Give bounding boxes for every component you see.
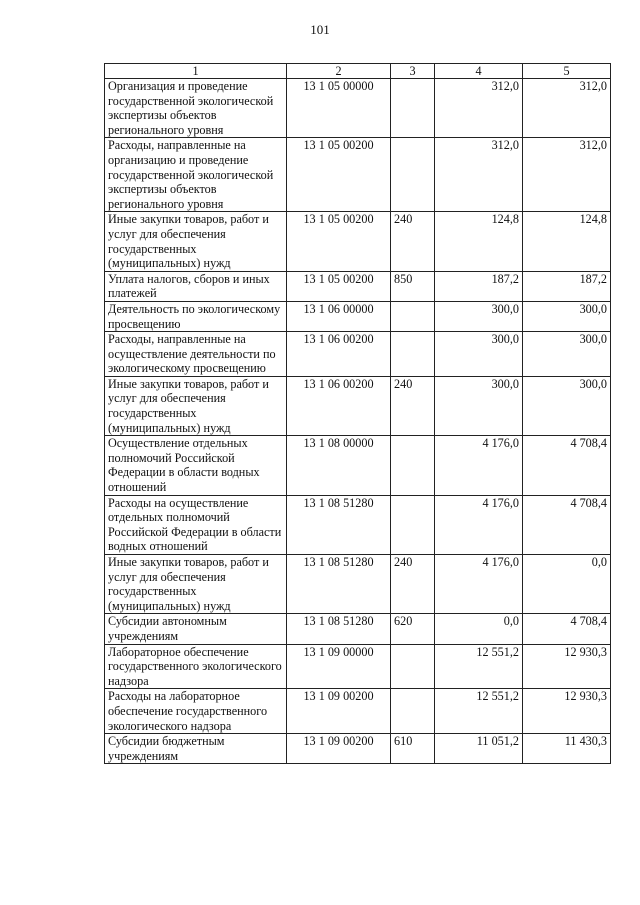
row-name-cell: Иные закупки товаров, работ и услуг для обеспечения государственных (муниципальных) нужд [105,376,287,435]
row-value-year1-cell: 300,0 [435,376,523,435]
row-value-year1-cell: 12 551,2 [435,689,523,734]
row-expense-type-cell [391,301,435,331]
table-row [105,301,611,331]
row-name-cell: Иные закупки товаров, работ и услуг для обеспечения государственных (муниципальных) нужд [105,555,287,614]
row-value-year2-cell: 11 430,3 [523,734,611,764]
row-expense-type-cell: 240 [391,212,435,271]
row-name-cell: Субсидии автономным учреждениям [105,614,287,644]
row-expense-type-cell [391,79,435,138]
table-row [105,436,611,495]
row-value-year2-cell: 4 708,4 [523,614,611,644]
row-expense-type-cell: 620 [391,614,435,644]
page-number: 101 [310,22,330,37]
row-name-cell: Осуществление отдельных полномочий Российской Федерации в области водных отношений [105,436,287,495]
row-value-year2-cell: 300,0 [523,301,611,331]
row-value-year2-cell: 312,0 [523,138,611,212]
table-row [105,614,611,644]
row-value-year2-cell: 312,0 [523,79,611,138]
row-value-year2-cell: 0,0 [523,555,611,614]
row-expense-type-cell [391,138,435,212]
row-value-year2-cell: 12 930,3 [523,644,611,689]
row-name-cell: Расходы на лабораторное обеспечение государственного экологического надзора [105,689,287,734]
column-header-3: 3 [391,64,435,79]
column-header-5: 5 [523,64,611,79]
row-value-year2-cell: 124,8 [523,212,611,271]
table-row [105,555,611,614]
row-code-cell: 13 1 06 00200 [287,332,391,377]
row-value-year1-cell: 4 176,0 [435,555,523,614]
column-header-2: 2 [287,64,391,79]
row-code-cell: 13 1 08 00000 [287,436,391,495]
row-value-year1-cell: 124,8 [435,212,523,271]
row-value-year2-cell: 300,0 [523,376,611,435]
row-name-cell: Деятельность по экологическому просвещению [105,301,287,331]
row-name-cell: Субсидии бюджетным учреждениям [105,734,287,764]
table-row [105,332,611,377]
row-value-year2-cell: 300,0 [523,332,611,377]
row-value-year2-cell: 12 930,3 [523,689,611,734]
row-value-year1-cell: 12 551,2 [435,644,523,689]
row-expense-type-cell [391,644,435,689]
row-expense-type-cell [391,436,435,495]
budget-table [104,63,611,764]
row-name-cell: Расходы, направленные на организацию и проведение государственной экологической экспертизы объектов регионального уровня [105,138,287,212]
column-header-4: 4 [435,64,523,79]
row-code-cell: 13 1 05 00200 [287,212,391,271]
row-code-cell: 13 1 05 00200 [287,138,391,212]
row-expense-type-cell [391,332,435,377]
row-code-cell: 13 1 08 51280 [287,555,391,614]
row-name-cell: Иные закупки товаров, работ и услуг для обеспечения государственных (муниципальных) нужд [105,212,287,271]
table-body [105,79,611,764]
row-code-cell: 13 1 09 00200 [287,734,391,764]
row-value-year2-cell: 4 708,4 [523,495,611,554]
table-header-row [105,64,611,79]
row-name-cell: Расходы, направленные на осуществление деятельности по экологическому просвещению [105,332,287,377]
row-code-cell: 13 1 06 00200 [287,376,391,435]
table-row [105,376,611,435]
row-name-cell: Организация и проведение государственной экологической экспертизы объектов регионального уровня [105,79,287,138]
table-row [105,212,611,271]
row-value-year1-cell: 300,0 [435,332,523,377]
table-row [105,495,611,554]
row-value-year2-cell: 4 708,4 [523,436,611,495]
table-row [105,689,611,734]
row-code-cell: 13 1 05 00000 [287,79,391,138]
row-value-year1-cell: 4 176,0 [435,495,523,554]
table-row [105,271,611,301]
table-row [105,734,611,764]
row-value-year1-cell: 0,0 [435,614,523,644]
row-value-year1-cell: 11 051,2 [435,734,523,764]
row-code-cell: 13 1 08 51280 [287,614,391,644]
row-expense-type-cell: 240 [391,376,435,435]
row-value-year1-cell: 312,0 [435,79,523,138]
row-expense-type-cell [391,495,435,554]
row-code-cell: 13 1 09 00200 [287,689,391,734]
row-code-cell: 13 1 09 00000 [287,644,391,689]
row-name-cell: Лабораторное обеспечение государственного экологического надзора [105,644,287,689]
table-row [105,138,611,212]
row-code-cell: 13 1 08 51280 [287,495,391,554]
row-expense-type-cell [391,689,435,734]
table-row [105,644,611,689]
row-value-year1-cell: 300,0 [435,301,523,331]
row-name-cell: Расходы на осуществление отдельных полномочий Российской Федерации в области водных отношений [105,495,287,554]
row-code-cell: 13 1 05 00200 [287,271,391,301]
column-header-1: 1 [105,64,287,79]
row-code-cell: 13 1 06 00000 [287,301,391,331]
row-value-year1-cell: 312,0 [435,138,523,212]
row-expense-type-cell: 850 [391,271,435,301]
row-value-year2-cell: 187,2 [523,271,611,301]
row-name-cell: Уплата налогов, сборов и иных платежей [105,271,287,301]
row-value-year1-cell: 4 176,0 [435,436,523,495]
row-expense-type-cell: 240 [391,555,435,614]
row-expense-type-cell: 610 [391,734,435,764]
row-value-year1-cell: 187,2 [435,271,523,301]
table-row [105,79,611,138]
